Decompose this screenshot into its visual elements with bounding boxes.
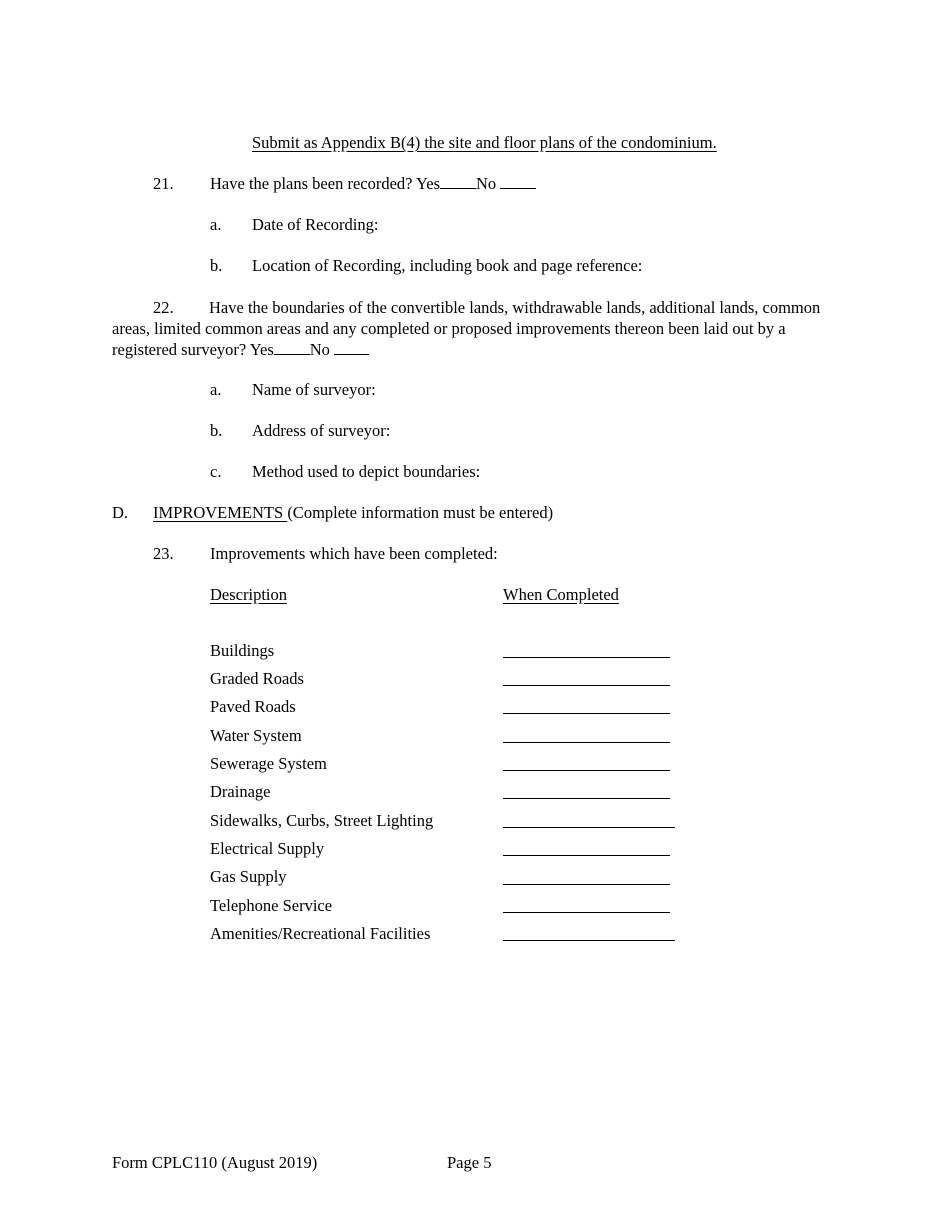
improvement-electrical-supply: Electrical Supply xyxy=(210,839,325,858)
improvement-sewerage-system: Sewerage System xyxy=(210,754,327,773)
q21a-text: Date of Recording: xyxy=(252,215,379,234)
q22a-text: Name of surveyor: xyxy=(252,380,376,399)
q22-number: 22. xyxy=(153,298,174,317)
col-when-completed-header: When Completed xyxy=(503,585,619,604)
q22c-letter: c. xyxy=(210,462,222,481)
q22b-letter: b. xyxy=(210,421,223,440)
when-completed-line-amenities[interactable] xyxy=(503,940,675,941)
improvement-telephone-service: Telephone Service xyxy=(210,896,333,915)
when-completed-line-sidewalks[interactable] xyxy=(503,827,675,828)
q21b-letter: b. xyxy=(210,256,223,275)
when-completed-line-buildings[interactable] xyxy=(503,657,670,658)
q21b-text: Location of Recording, including book and page reference: xyxy=(252,256,643,275)
improvement-sidewalks: Sidewalks, Curbs, Street Lighting xyxy=(210,811,434,830)
when-completed-line-water-system[interactable] xyxy=(503,742,670,743)
improvement-gas-supply: Gas Supply xyxy=(210,867,287,886)
appendix-note: Submit as Appendix B(4) the site and floor plans of the condominium. xyxy=(252,133,717,152)
when-completed-line-paved-roads[interactable] xyxy=(503,713,670,714)
improvement-water-system: Water System xyxy=(210,726,302,745)
q22-question-text: Have the boundaries of the convertible lands, withdrawable lands, additional lands, common areas, limited common areas and any completed or proposed improvements thereon been laid out by a registered surveyor? Yes xyxy=(112,298,821,359)
when-completed-line-telephone-service[interactable] xyxy=(503,912,670,913)
q23-text: Improvements which have been completed: xyxy=(210,544,498,563)
col-description-header: Description xyxy=(210,585,287,604)
q22c-text: Method used to depict boundaries: xyxy=(252,462,481,481)
q21a-letter: a. xyxy=(210,215,222,234)
q22a-letter: a. xyxy=(210,380,222,399)
section-d-heading xyxy=(153,502,553,523)
q21-yes-blank[interactable] xyxy=(440,173,476,189)
improvement-graded-roads: Graded Roads xyxy=(210,669,304,688)
when-completed-line-drainage[interactable] xyxy=(503,798,670,799)
footer-form-id: Form CPLC110 (August 2019) xyxy=(112,1153,318,1172)
q22b-text: Address of surveyor: xyxy=(252,421,391,440)
when-completed-line-electrical-supply[interactable] xyxy=(503,855,670,856)
q22-yes-blank[interactable] xyxy=(274,339,310,355)
section-d-title: IMPROVEMENTS xyxy=(153,503,288,522)
q23-number: 23. xyxy=(153,544,174,563)
when-completed-line-graded-roads[interactable] xyxy=(503,685,670,686)
improvement-amenities: Amenities/Recreational Facilities xyxy=(210,924,431,943)
q21-no-blank[interactable] xyxy=(500,173,536,189)
footer-page-number: Page 5 xyxy=(447,1153,492,1172)
q21-number: 21. xyxy=(153,174,174,193)
section-d-note: (Complete information must be entered) xyxy=(287,503,554,522)
improvement-drainage: Drainage xyxy=(210,782,271,801)
section-d-letter: D. xyxy=(112,503,129,522)
improvement-buildings: Buildings xyxy=(210,641,275,660)
q22-paragraph xyxy=(112,297,832,360)
improvement-paved-roads: Paved Roads xyxy=(210,697,296,716)
when-completed-line-gas-supply[interactable] xyxy=(503,884,670,885)
q21-question-text: Have the plans been recorded? Yes xyxy=(210,174,441,193)
q21-no-label: No xyxy=(476,174,497,193)
q21-question xyxy=(210,173,536,194)
q22-no-label: No xyxy=(309,340,330,359)
when-completed-line-sewerage-system[interactable] xyxy=(503,770,670,771)
q22-no-blank[interactable] xyxy=(334,339,369,355)
